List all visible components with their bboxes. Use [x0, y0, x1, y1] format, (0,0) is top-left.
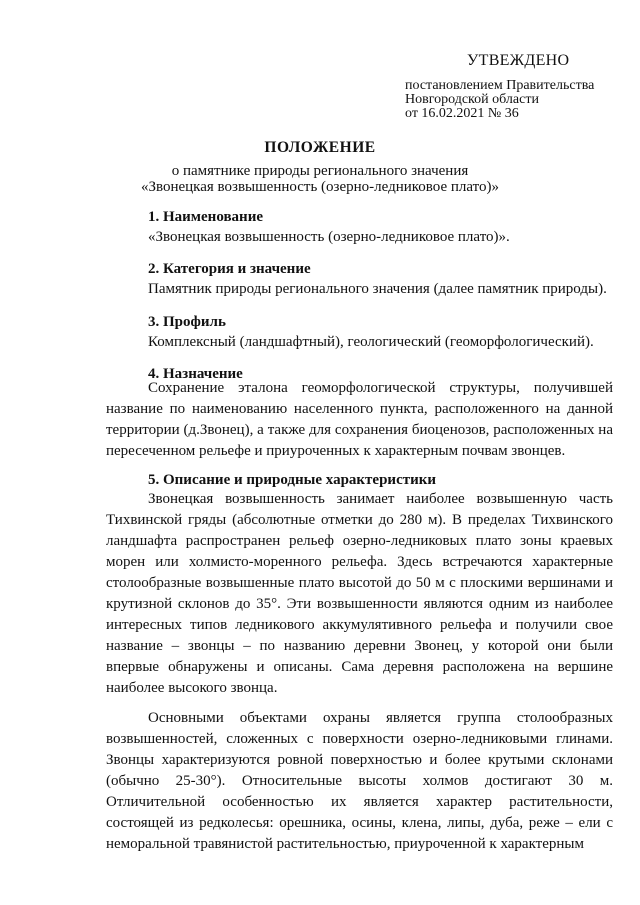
section-1-heading: 1. Наименование: [148, 209, 263, 225]
section-5-heading: 5. Описание и природные характеристики: [148, 472, 437, 488]
section-3-text: Комплексный (ландшафтный), геологический (геоморфологический).: [148, 334, 594, 350]
section-4-body: [106, 378, 613, 462]
document-title: ПОЛОЖЕНИЕ: [264, 139, 376, 156]
approval-block: [405, 52, 635, 121]
approval-line-2: Новгородской области: [405, 92, 539, 107]
document-title-block: [0, 138, 640, 195]
section-4-heading: 4. Назначение: [148, 366, 243, 382]
document-subtitle-line-2: «Звонецкая возвышенность (озерно-ледниковое плато)»: [140, 179, 500, 195]
section-5-paragraph-1: Звонецкая возвышенность занимает наиболее возвышенную часть Тихвинской гряды (абсолютные отметки до 280 м). В пределах Тихвинского ландшафта распространен рельеф озерно-ледниковых плато зоны краевых морен или холмисто-моренного рельефа. Здесь встречаются характерные столообразные возвышенные плато высотой до 50 м с плоскими вершинами и крутизной склонов до 35°. Эти возвышенности являются одним из наиболее интересных типов ледникового аккумулятивного рельефа и получили свое название – звонцы – по названию деревни Звонец, у которой они были впервые обнаружены и описаны. Сама деревня расположена на вершине наиболее высокого звонца.: [106, 491, 613, 696]
section-5-body: [106, 489, 613, 855]
section-3-heading: 3. Профиль: [148, 314, 226, 330]
approval-line-1: постановлением Правительства: [405, 78, 595, 93]
section-5-paragraph-2: Основными объектами охраны является группа столообразных возвышенностей, сложенных с поверхности озерно-ледниковыми глинами. Звонцы характеризуются ровной поверхностью и более крутыми склонами (обычно 25-30°). Относительные высоты холмов достигают 30 м. Отличительной особенностью их является характер растительности, состоящей из редколесья: орешника, осины, клена, липы, дуба, реже – ели с неморальной травянистой растительностью, приуроченной к характерным: [106, 710, 613, 852]
document-subtitle-line-1: о памятнике природы регионального значения: [171, 163, 469, 179]
section-4-paragraph: Сохранение эталона геоморфологической структуры, получившей название по наименованию населенного пункта, расположенного на данной территории (д.Звонец), а также для сохранения биоценозов, расположенных на пересеченном рельефе и приуроченных к характерным почвам звонцев.: [106, 380, 613, 459]
section-2-text: Памятник природы регионального значения (далее памятник природы).: [148, 281, 607, 297]
approval-stamp-title: УТВЕЖДЕНО: [467, 52, 570, 69]
approval-line-3: от 16.02.2021 № 36: [405, 106, 519, 121]
section-1-text: «Звонецкая возвышенность (озерно-ледниковое плато)».: [148, 229, 510, 245]
section-2-heading: 2. Категория и значение: [148, 261, 311, 277]
